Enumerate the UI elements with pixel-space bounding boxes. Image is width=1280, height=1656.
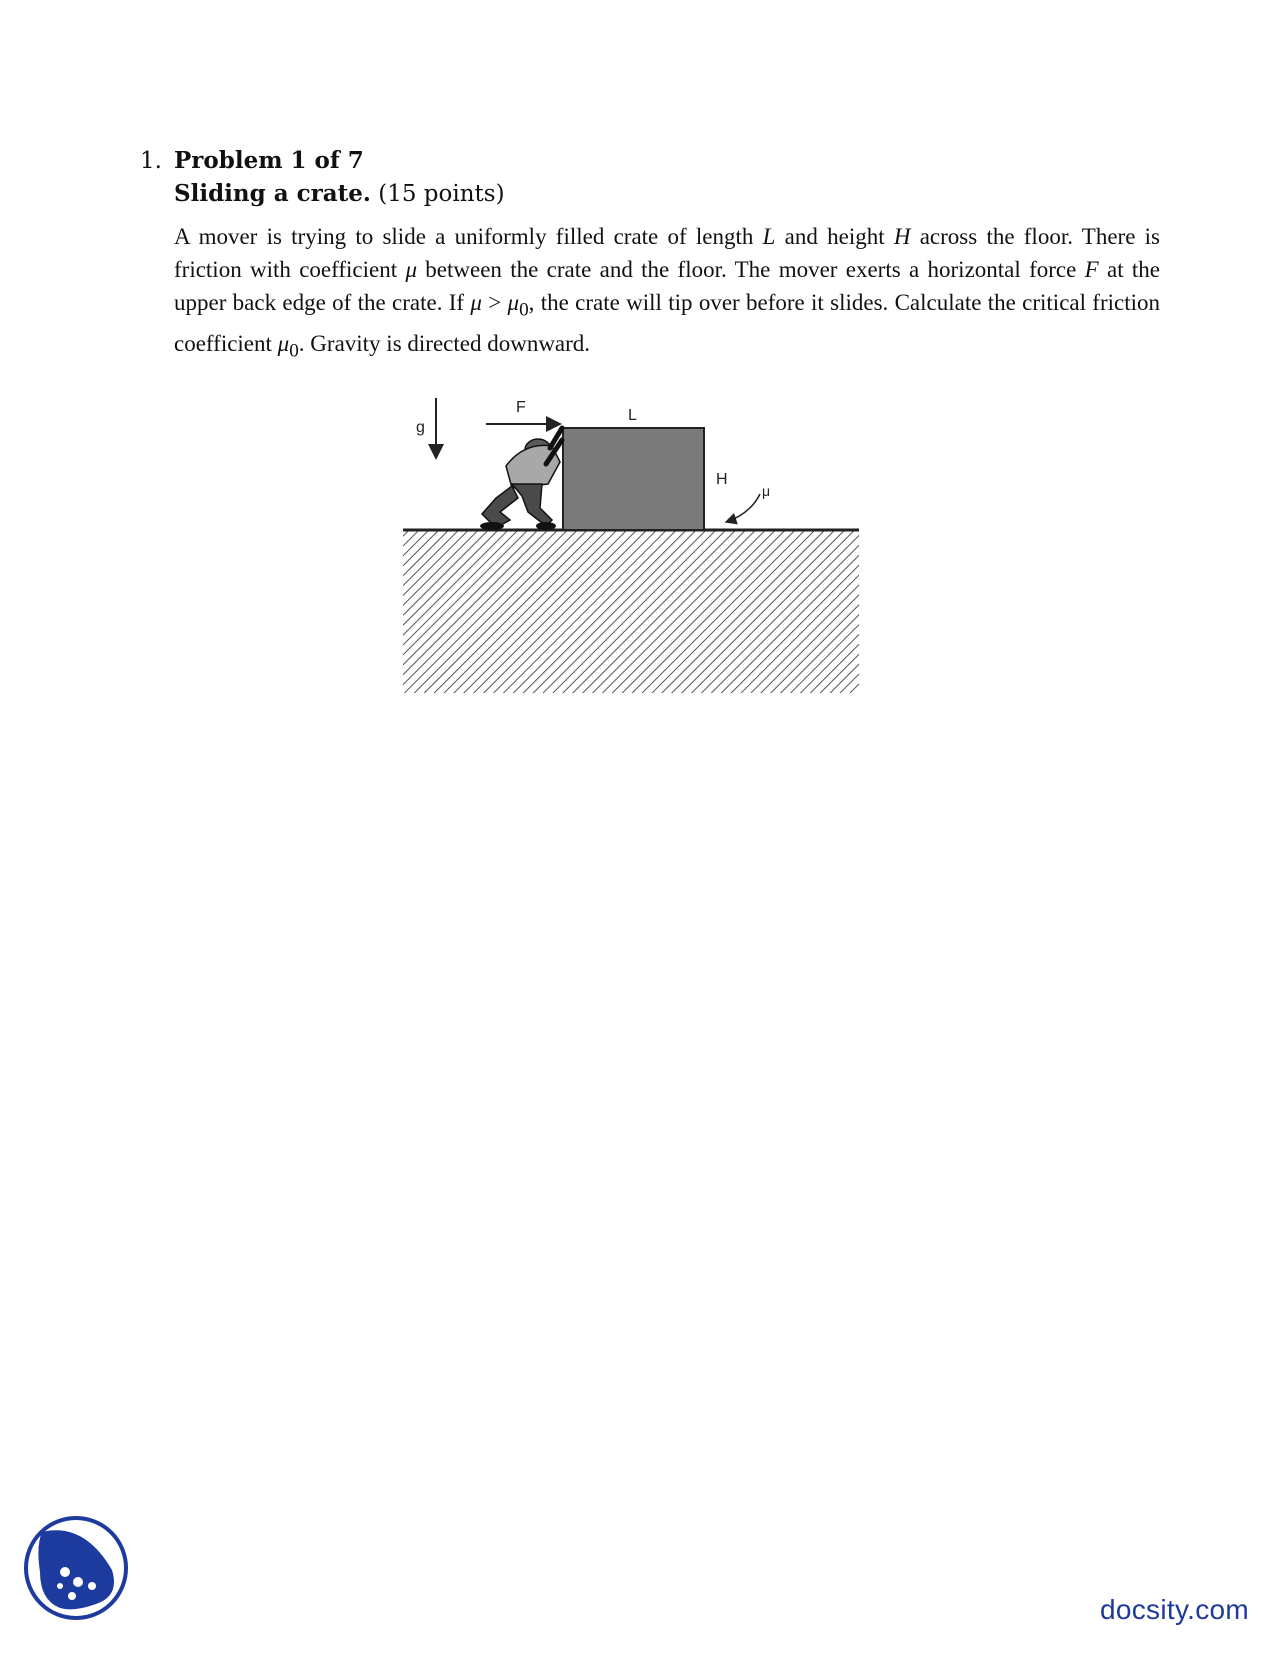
friction-arrow xyxy=(726,494,760,522)
text-seg: , the crate will tip over before it slides. Calculate the critical friction coefficient xyxy=(174,290,1161,356)
var-mu0-sub: 0 xyxy=(289,340,299,362)
crate-figure xyxy=(400,380,862,696)
var-mu0: μ xyxy=(507,290,520,315)
label-g: g xyxy=(416,419,425,436)
problem-statement xyxy=(174,220,1160,367)
label-F: F xyxy=(516,399,526,416)
var-mu: μ xyxy=(470,290,482,315)
text-seg: A mover is trying to slide a uniformly filled crate of length xyxy=(174,224,763,249)
label-mu: μ xyxy=(762,483,771,499)
label-H: H xyxy=(716,471,728,488)
logo-icon xyxy=(20,1512,132,1624)
var-F: F xyxy=(1084,257,1099,282)
problem-title: Problem 1 of 7 xyxy=(174,147,364,174)
figure-svg xyxy=(400,380,862,696)
mover-figure xyxy=(480,428,562,530)
problem-subtitle-line xyxy=(174,179,505,209)
ground-hatch xyxy=(403,531,859,693)
var-mu0: μ xyxy=(277,330,290,356)
problem-subtitle: Sliding a crate. xyxy=(174,180,371,207)
text-seg: and height xyxy=(775,224,894,249)
label-L: L xyxy=(628,407,637,424)
text-seg: between the crate and the floor. The mover exerts a horizontal force xyxy=(416,257,1085,282)
var-mu: μ xyxy=(405,257,417,282)
problem-number: 1. xyxy=(140,148,162,174)
var-L: L xyxy=(762,224,776,249)
var-H: H xyxy=(893,224,911,249)
text-seg: > xyxy=(481,290,508,315)
var-mu0-sub: 0 xyxy=(519,299,529,321)
problem-points: (15 points) xyxy=(378,181,505,207)
docsity-brand[interactable]: docsity.com xyxy=(1100,1594,1250,1625)
docsity-logo xyxy=(20,1512,132,1624)
text-seg: across the floor. There is friction with coefficient xyxy=(174,224,1160,282)
text-seg: at the upper back edge of the crate. If xyxy=(174,257,1161,315)
text-seg: . Gravity is directed downward. xyxy=(298,330,591,356)
crate xyxy=(563,428,704,530)
